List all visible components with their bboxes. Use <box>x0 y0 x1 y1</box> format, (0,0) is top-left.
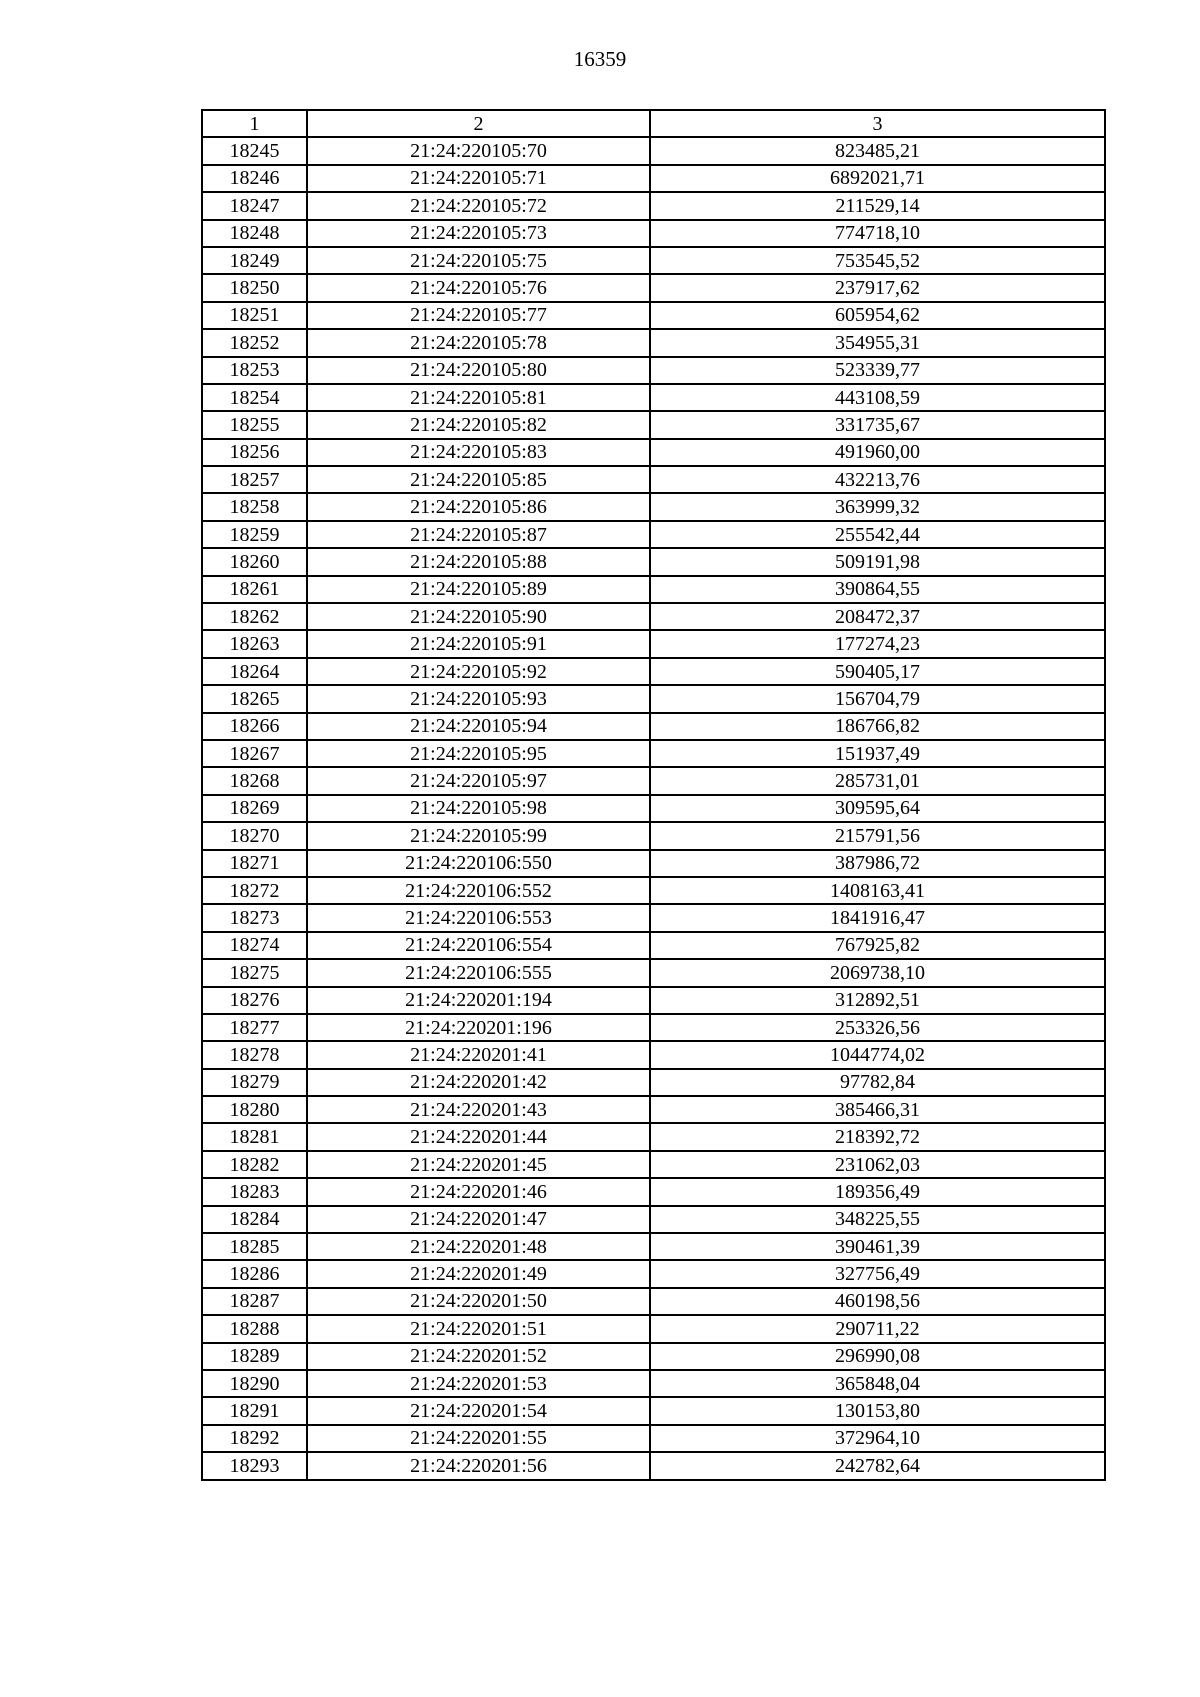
data-table <box>201 109 1106 1481</box>
row-number-cell: 18262 <box>202 603 307 630</box>
value-cell: 390461,39 <box>650 1233 1105 1260</box>
value-cell: 208472,37 <box>650 603 1105 630</box>
row-number-cell: 18272 <box>202 877 307 904</box>
value-cell: 590405,17 <box>650 658 1105 685</box>
value-cell: 211529,14 <box>650 192 1105 219</box>
row-number-cell: 18284 <box>202 1206 307 1233</box>
cadastral-number-cell: 21:24:220201:196 <box>307 1014 650 1041</box>
cadastral-number-cell: 21:24:220105:80 <box>307 357 650 384</box>
cadastral-number-cell: 21:24:220106:553 <box>307 904 650 931</box>
table-row <box>202 1233 1105 1260</box>
value-cell: 237917,62 <box>650 274 1105 301</box>
cadastral-number-cell: 21:24:220105:91 <box>307 630 650 657</box>
row-number-cell: 18274 <box>202 932 307 959</box>
value-cell: 363999,32 <box>650 493 1105 520</box>
table-row <box>202 740 1105 767</box>
value-cell: 767925,82 <box>650 932 1105 959</box>
cadastral-number-cell: 21:24:220105:85 <box>307 466 650 493</box>
cadastral-number-cell: 21:24:220105:73 <box>307 220 650 247</box>
value-cell: 6892021,71 <box>650 165 1105 192</box>
value-cell: 290711,22 <box>650 1315 1105 1342</box>
page-number: 16359 <box>573 47 627 71</box>
value-cell: 605954,62 <box>650 302 1105 329</box>
table-row <box>202 959 1105 986</box>
value-cell: 186766,82 <box>650 713 1105 740</box>
table-row <box>202 329 1105 356</box>
row-number-cell: 18256 <box>202 439 307 466</box>
row-number-cell: 18283 <box>202 1178 307 1205</box>
value-cell: 2069738,10 <box>650 959 1105 986</box>
table-row <box>202 192 1105 219</box>
row-number-cell: 18280 <box>202 1096 307 1123</box>
table-row <box>202 1014 1105 1041</box>
cadastral-number-cell: 21:24:220201:48 <box>307 1233 650 1260</box>
value-cell: 774718,10 <box>650 220 1105 247</box>
row-number-cell: 18281 <box>202 1123 307 1150</box>
row-number-cell: 18287 <box>202 1288 307 1315</box>
value-cell: 523339,77 <box>650 357 1105 384</box>
row-number-cell: 18289 <box>202 1343 307 1370</box>
table-row <box>202 1288 1105 1315</box>
column-header-2: 2 <box>307 110 650 137</box>
cadastral-number-cell: 21:24:220105:86 <box>307 493 650 520</box>
table-row <box>202 987 1105 1014</box>
row-number-cell: 18273 <box>202 904 307 931</box>
row-number-cell: 18286 <box>202 1260 307 1287</box>
row-number-cell: 18250 <box>202 274 307 301</box>
value-cell: 365848,04 <box>650 1370 1105 1397</box>
row-number-cell: 18252 <box>202 329 307 356</box>
value-cell: 1841916,47 <box>650 904 1105 931</box>
cadastral-number-cell: 21:24:220201:43 <box>307 1096 650 1123</box>
cadastral-number-cell: 21:24:220105:70 <box>307 137 650 164</box>
cadastral-number-cell: 21:24:220201:44 <box>307 1123 650 1150</box>
value-cell: 823485,21 <box>650 137 1105 164</box>
cadastral-number-cell: 21:24:220106:554 <box>307 932 650 959</box>
table-row <box>202 521 1105 548</box>
cadastral-number-cell: 21:24:220201:50 <box>307 1288 650 1315</box>
table-row <box>202 576 1105 603</box>
cadastral-number-cell: 21:24:220201:46 <box>307 1178 650 1205</box>
row-number-cell: 18279 <box>202 1069 307 1096</box>
table-row <box>202 1069 1105 1096</box>
row-number-cell: 18259 <box>202 521 307 548</box>
value-cell: 331735,67 <box>650 411 1105 438</box>
value-cell: 460198,56 <box>650 1288 1105 1315</box>
cadastral-number-cell: 21:24:220201:41 <box>307 1041 650 1068</box>
cadastral-number-cell: 21:24:220201:45 <box>307 1151 650 1178</box>
cadastral-number-cell: 21:24:220201:53 <box>307 1370 650 1397</box>
cadastral-number-cell: 21:24:220105:94 <box>307 713 650 740</box>
value-cell: 242782,64 <box>650 1452 1105 1479</box>
value-cell: 309595,64 <box>650 795 1105 822</box>
table-row <box>202 384 1105 411</box>
row-number-cell: 18251 <box>202 302 307 329</box>
table-row <box>202 630 1105 657</box>
value-cell: 312892,51 <box>650 987 1105 1014</box>
value-cell: 189356,49 <box>650 1178 1105 1205</box>
value-cell: 156704,79 <box>650 685 1105 712</box>
table-row <box>202 1096 1105 1123</box>
table-row <box>202 1178 1105 1205</box>
table-row <box>202 411 1105 438</box>
row-number-cell: 18255 <box>202 411 307 438</box>
row-number-cell: 18264 <box>202 658 307 685</box>
cadastral-number-cell: 21:24:220106:552 <box>307 877 650 904</box>
table-row <box>202 247 1105 274</box>
cadastral-number-cell: 21:24:220105:93 <box>307 685 650 712</box>
table-row <box>202 466 1105 493</box>
cadastral-number-cell: 21:24:220201:194 <box>307 987 650 1014</box>
table-row <box>202 1452 1105 1479</box>
row-number-cell: 18261 <box>202 576 307 603</box>
table-row <box>202 658 1105 685</box>
row-number-cell: 18247 <box>202 192 307 219</box>
cadastral-number-cell: 21:24:220105:81 <box>307 384 650 411</box>
table-row <box>202 904 1105 931</box>
table-body <box>202 137 1105 1479</box>
cadastral-number-cell: 21:24:220201:47 <box>307 1206 650 1233</box>
cadastral-number-cell: 21:24:220105:99 <box>307 822 650 849</box>
row-number-cell: 18265 <box>202 685 307 712</box>
row-number-cell: 18290 <box>202 1370 307 1397</box>
value-cell: 1044774,02 <box>650 1041 1105 1068</box>
value-cell: 1408163,41 <box>650 877 1105 904</box>
row-number-cell: 18285 <box>202 1233 307 1260</box>
column-header-3: 3 <box>650 110 1105 137</box>
cadastral-number-cell: 21:24:220105:72 <box>307 192 650 219</box>
value-cell: 215791,56 <box>650 822 1105 849</box>
value-cell: 491960,00 <box>650 439 1105 466</box>
value-cell: 327756,49 <box>650 1260 1105 1287</box>
table-row <box>202 795 1105 822</box>
column-header-1: 1 <box>202 110 307 137</box>
table-row <box>202 439 1105 466</box>
row-number-cell: 18270 <box>202 822 307 849</box>
table-row <box>202 603 1105 630</box>
table-row <box>202 1315 1105 1342</box>
row-number-cell: 18267 <box>202 740 307 767</box>
value-cell: 390864,55 <box>650 576 1105 603</box>
row-number-cell: 18254 <box>202 384 307 411</box>
value-cell: 443108,59 <box>650 384 1105 411</box>
row-number-cell: 18271 <box>202 850 307 877</box>
cadastral-number-cell: 21:24:220105:88 <box>307 548 650 575</box>
table-row <box>202 493 1105 520</box>
cadastral-number-cell: 21:24:220105:87 <box>307 521 650 548</box>
row-number-cell: 18275 <box>202 959 307 986</box>
cadastral-number-cell: 21:24:220105:90 <box>307 603 650 630</box>
cadastral-number-cell: 21:24:220105:82 <box>307 411 650 438</box>
table-row <box>202 685 1105 712</box>
value-cell: 285731,01 <box>650 767 1105 794</box>
row-number-cell: 18291 <box>202 1397 307 1424</box>
row-number-cell: 18257 <box>202 466 307 493</box>
value-cell: 255542,44 <box>650 521 1105 548</box>
table-row <box>202 137 1105 164</box>
table-row <box>202 1425 1105 1452</box>
row-number-cell: 18245 <box>202 137 307 164</box>
value-cell: 348225,55 <box>650 1206 1105 1233</box>
cadastral-number-cell: 21:24:220105:77 <box>307 302 650 329</box>
value-cell: 385466,31 <box>650 1096 1105 1123</box>
table-row <box>202 274 1105 301</box>
table-row <box>202 357 1105 384</box>
table-row <box>202 1206 1105 1233</box>
cadastral-number-cell: 21:24:220201:52 <box>307 1343 650 1370</box>
cadastral-number-cell: 21:24:220105:97 <box>307 767 650 794</box>
table-row <box>202 877 1105 904</box>
table-row <box>202 850 1105 877</box>
cadastral-number-cell: 21:24:220201:54 <box>307 1397 650 1424</box>
row-number-cell: 18293 <box>202 1452 307 1479</box>
row-number-cell: 18277 <box>202 1014 307 1041</box>
table-row <box>202 1151 1105 1178</box>
cadastral-number-cell: 21:24:220201:49 <box>307 1260 650 1287</box>
value-cell: 372964,10 <box>650 1425 1105 1452</box>
table-row <box>202 1260 1105 1287</box>
cadastral-number-cell: 21:24:220105:71 <box>307 165 650 192</box>
row-number-cell: 18292 <box>202 1425 307 1452</box>
table-row <box>202 713 1105 740</box>
row-number-cell: 18246 <box>202 165 307 192</box>
value-cell: 130153,80 <box>650 1397 1105 1424</box>
cadastral-number-cell: 21:24:220105:89 <box>307 576 650 603</box>
value-cell: 296990,08 <box>650 1343 1105 1370</box>
cadastral-number-cell: 21:24:220105:83 <box>307 439 650 466</box>
cadastral-number-cell: 21:24:220201:42 <box>307 1069 650 1096</box>
table-row <box>202 165 1105 192</box>
row-number-cell: 18258 <box>202 493 307 520</box>
table-row <box>202 1123 1105 1150</box>
table-row <box>202 1370 1105 1397</box>
cadastral-number-cell: 21:24:220106:555 <box>307 959 650 986</box>
value-cell: 253326,56 <box>650 1014 1105 1041</box>
value-cell: 97782,84 <box>650 1069 1105 1096</box>
row-number-cell: 18249 <box>202 247 307 274</box>
row-number-cell: 18268 <box>202 767 307 794</box>
row-number-cell: 18282 <box>202 1151 307 1178</box>
row-number-cell: 18278 <box>202 1041 307 1068</box>
table-row <box>202 548 1105 575</box>
value-cell: 177274,23 <box>650 630 1105 657</box>
value-cell: 432213,76 <box>650 466 1105 493</box>
row-number-cell: 18269 <box>202 795 307 822</box>
value-cell: 509191,98 <box>650 548 1105 575</box>
row-number-cell: 18248 <box>202 220 307 247</box>
header-row <box>202 110 1105 137</box>
cadastral-number-cell: 21:24:220105:76 <box>307 274 650 301</box>
cadastral-number-cell: 21:24:220106:550 <box>307 850 650 877</box>
cadastral-number-cell: 21:24:220201:55 <box>307 1425 650 1452</box>
row-number-cell: 18266 <box>202 713 307 740</box>
row-number-cell: 18263 <box>202 630 307 657</box>
table-row <box>202 822 1105 849</box>
value-cell: 218392,72 <box>650 1123 1105 1150</box>
table-row <box>202 220 1105 247</box>
value-cell: 151937,49 <box>650 740 1105 767</box>
table-row <box>202 767 1105 794</box>
table-row <box>202 932 1105 959</box>
cadastral-number-cell: 21:24:220201:56 <box>307 1452 650 1479</box>
value-cell: 753545,52 <box>650 247 1105 274</box>
cadastral-number-cell: 21:24:220105:92 <box>307 658 650 685</box>
cadastral-number-cell: 21:24:220105:95 <box>307 740 650 767</box>
cadastral-number-cell: 21:24:220105:75 <box>307 247 650 274</box>
row-number-cell: 18260 <box>202 548 307 575</box>
table-row <box>202 1397 1105 1424</box>
table-row <box>202 302 1105 329</box>
table-row <box>202 1041 1105 1068</box>
value-cell: 354955,31 <box>650 329 1105 356</box>
row-number-cell: 18276 <box>202 987 307 1014</box>
table-header <box>202 110 1105 137</box>
value-cell: 387986,72 <box>650 850 1105 877</box>
cadastral-number-cell: 21:24:220201:51 <box>307 1315 650 1342</box>
cadastral-number-cell: 21:24:220105:78 <box>307 329 650 356</box>
value-cell: 231062,03 <box>650 1151 1105 1178</box>
cadastral-number-cell: 21:24:220105:98 <box>307 795 650 822</box>
row-number-cell: 18288 <box>202 1315 307 1342</box>
row-number-cell: 18253 <box>202 357 307 384</box>
table-row <box>202 1343 1105 1370</box>
